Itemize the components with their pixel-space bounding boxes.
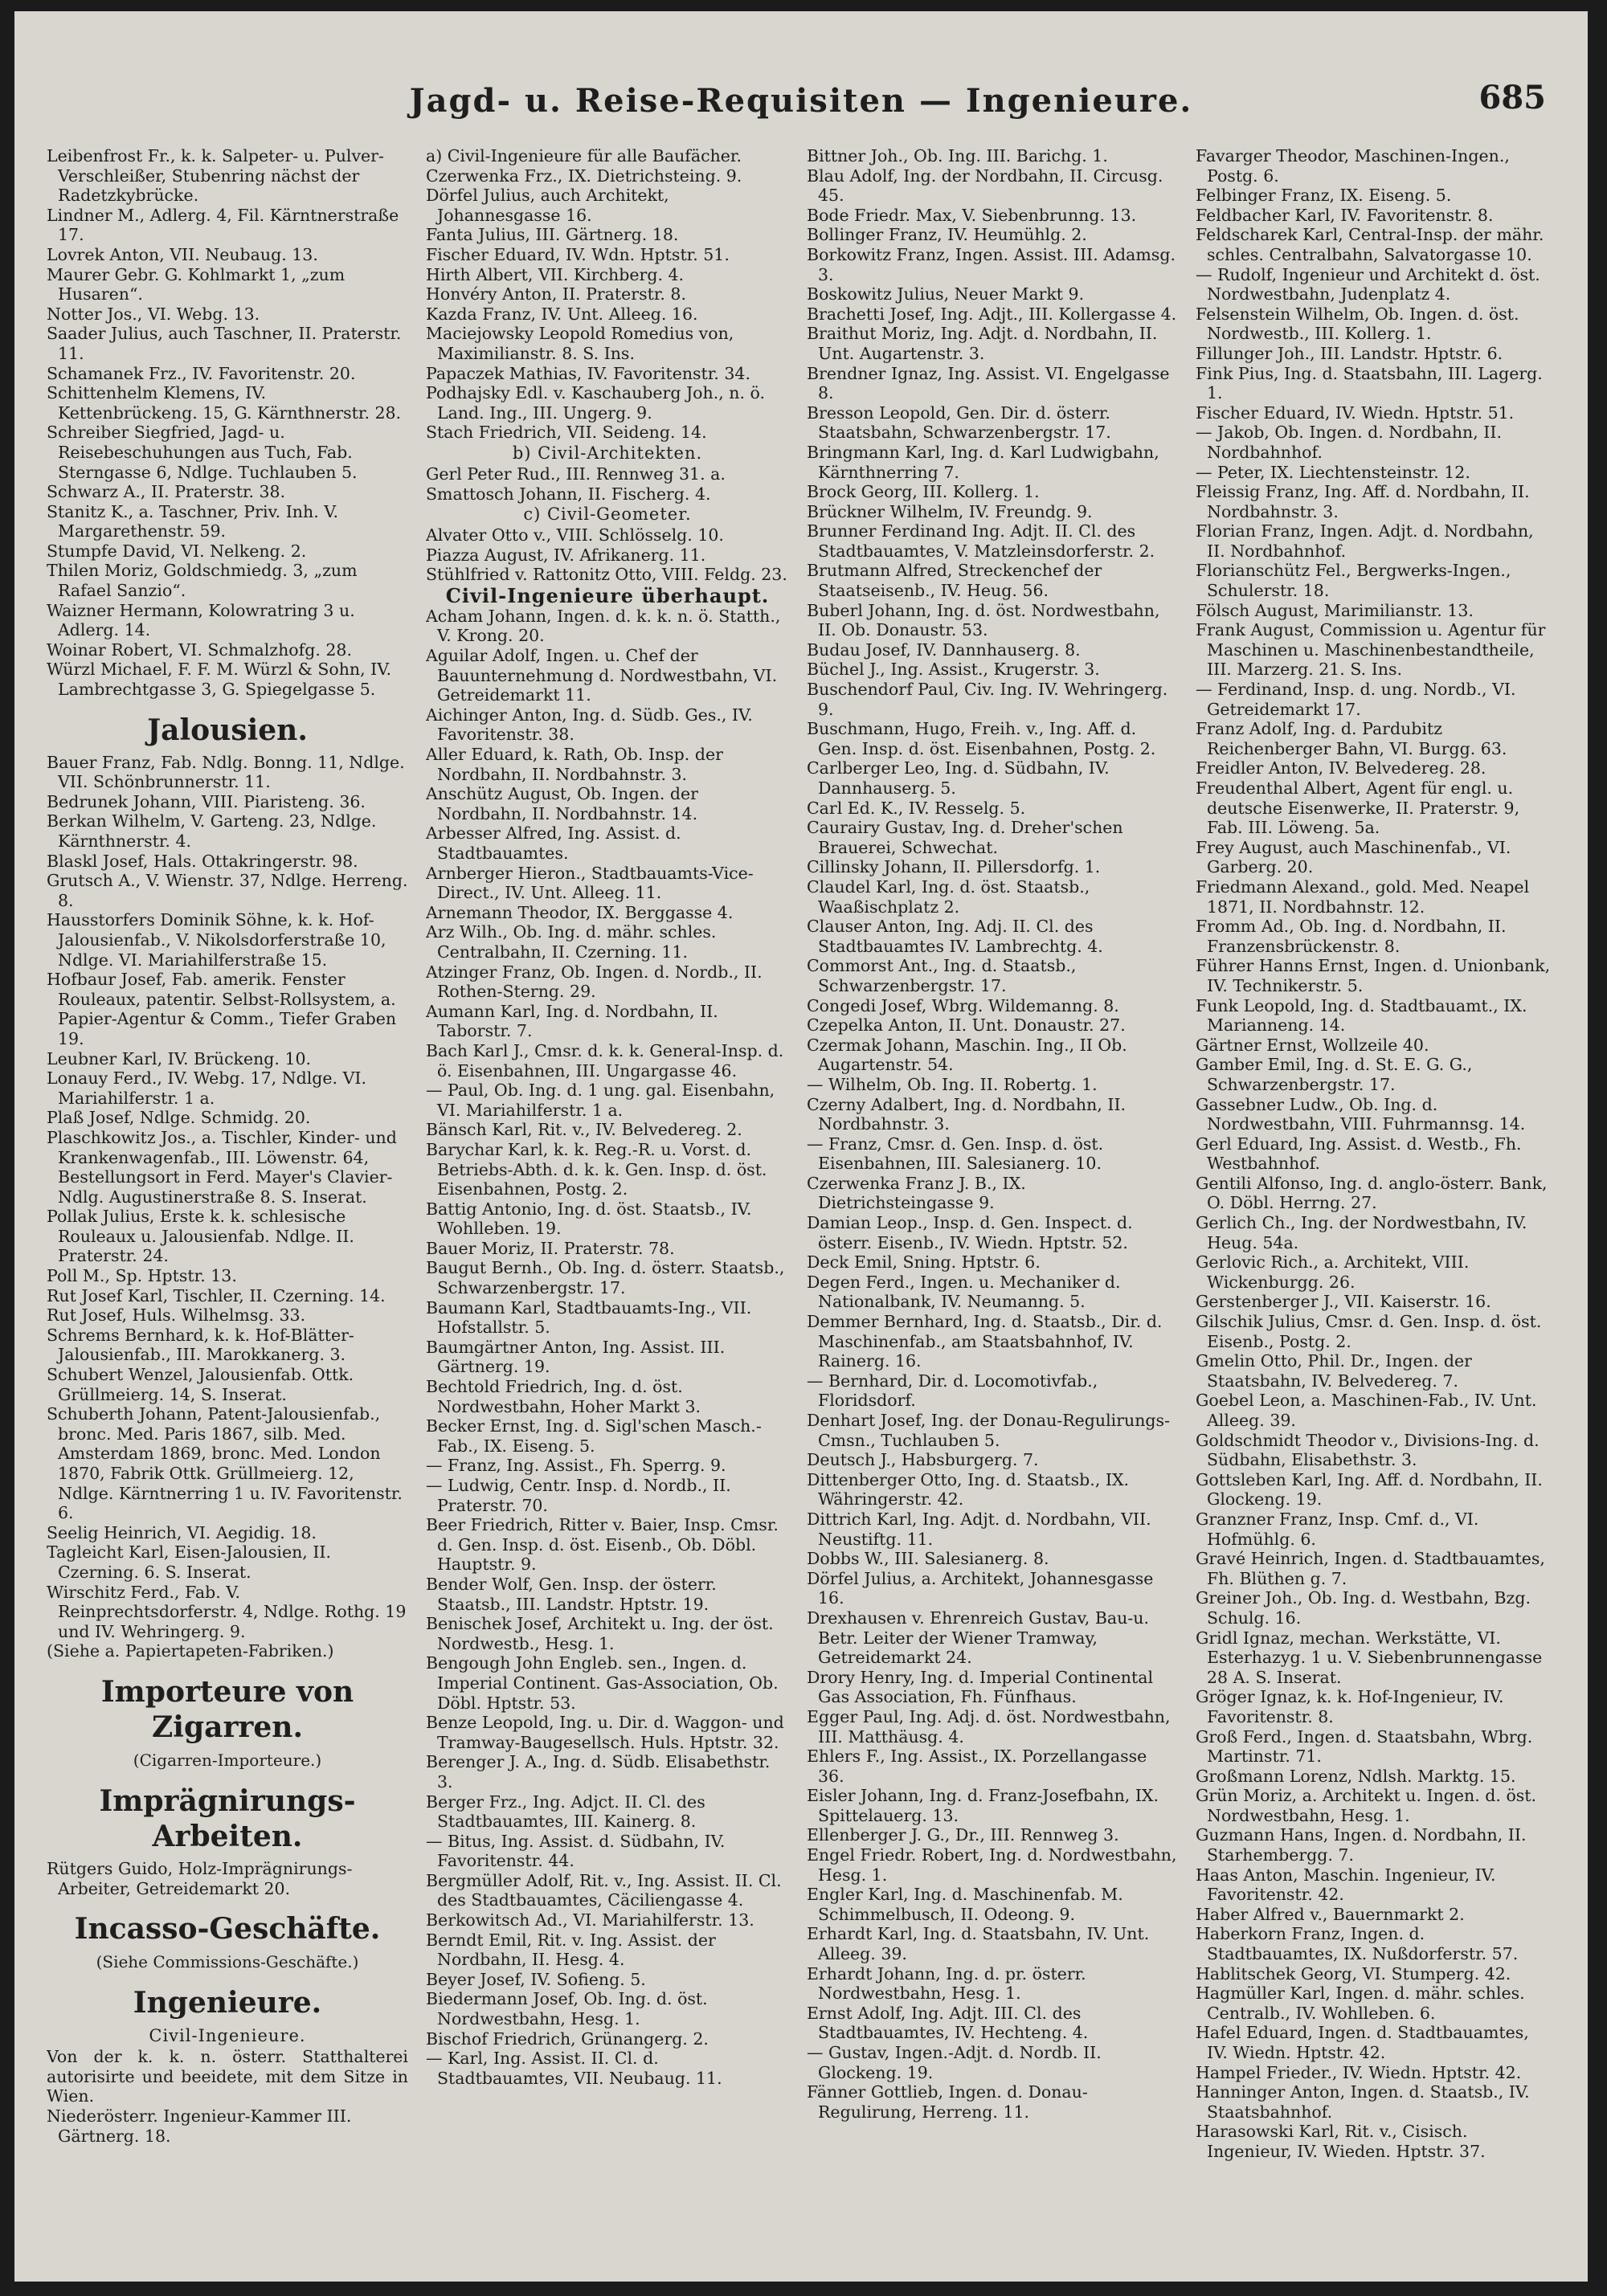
directory-entry: Funk Leopold, Ing. d. Stadtbauamt., IX. Marianneng. 14. bbox=[1196, 995, 1527, 1036]
directory-entry: Fischer Eduard, IV. Wdn. Hptstr. 51. bbox=[426, 244, 730, 264]
directory-entry: Haas Anton, Maschin. Ingenieur, IV. Favoritenstr. 42. bbox=[1196, 1865, 1496, 1905]
directory-entry: Carl Ed. K., IV. Resselg. 5. bbox=[807, 798, 1026, 818]
directory-entry: Commorst Ant., Ing. d. Staatsb., Schwarzenbergstr. 17. bbox=[807, 956, 1077, 995]
directory-entry: Großmann Lorenz, Ndlsh. Marktg. 15. bbox=[1196, 1766, 1516, 1786]
directory-entry: Grün Moriz, a. Architekt u. Ingen. d. öst. Nordwestbahn, Hesg. 1. bbox=[1196, 1786, 1537, 1825]
directory-entry: Grutsch A., V. Wienstr. 37, Ndlge. Herreng. 8. bbox=[47, 871, 408, 910]
directory-entry: Czerwenka Franz J. B., IX. Dietrichsteingasse 9. bbox=[807, 1173, 1026, 1213]
directory-entry: Niederösterr. Ingenieur-Kammer III. Gärtnerg. 18. bbox=[47, 2106, 352, 2146]
directory-entry: Ehlers F., Ing. Assist., IX. Porzellangasse 36. bbox=[807, 1747, 1147, 1786]
directory-entry: — Bitus, Ing. Assist. d. Südbahn, IV. Favoritenstr. 44. bbox=[426, 1831, 726, 1871]
directory-entry: — Gustav, Ingen.-Adjt. d. Nordb. II. Glockeng. 19. bbox=[807, 2043, 1102, 2082]
directory-entry: Bode Friedr. Max, V. Siebenbrunng. 13. bbox=[807, 205, 1137, 225]
directory-entry: Bengough John Engleb. sen., Ingen. d. Imperial Continent. Gas-Association, Ob. Döbl. Hptstr. 53. bbox=[426, 1653, 779, 1713]
directory-entry: Woinar Robert, VI. Schmalzhofg. 28. bbox=[47, 639, 352, 660]
directory-entry: Buschendorf Paul, Civ. Ing. IV. Wehringerg. 9. bbox=[807, 680, 1168, 719]
directory-entry: Rütgers Guido, Holz-Imprägnirungs-Arbeiter, Getreidemarkt 20. bbox=[47, 1858, 353, 1898]
directory-page bbox=[14, 11, 1588, 2282]
directory-entry: Honvéry Anton, II. Praterstr. 8. bbox=[426, 284, 686, 304]
directory-entry: Franz Adolf, Ing. d. Pardubitz Reichenberger Bahn, VI. Burgg. 63. bbox=[1196, 719, 1507, 758]
directory-entry: Lindner M., Adlerg. 4, Fil. Kärntnerstraße 17. bbox=[47, 205, 399, 245]
directory-entry: — Jakob, Ob. Ingen. d. Nordbahn, II. Nordbahnhof. bbox=[1196, 423, 1502, 462]
directory-entry: Brutmann Alfred, Streckenchef der Staatseisenb., IV. Heug. 56. bbox=[807, 561, 1102, 601]
directory-entry: Hausstorfers Dominik Söhne, k. k. Hof-Jalousienfab., V. Nikolsdorferstraße 10, Ndlge. VI. Mariahilferstraße 15. bbox=[47, 910, 386, 970]
directory-entry: Buberl Johann, Ing. d. öst. Nordwestbahn, II. Ob. Donaustr. 53. bbox=[807, 600, 1160, 640]
directory-entry: Fromm Ad., Ob. Ing. d. Nordbahn, II. Franzensbrückenstr. 8. bbox=[1196, 917, 1507, 956]
directory-entry: Schittenhelm Klemens, IV. Kettenbrückeng. 15, G. Kärnthnerstr. 28. bbox=[47, 383, 402, 423]
section-note: (Siehe Commissions-Geschäfte.) bbox=[96, 1952, 359, 1972]
directory-entry: Boskowitz Julius, Neuer Markt 9. bbox=[807, 284, 1085, 304]
directory-entry: Führer Hanns Ernst, Ingen. d. Unionbank, IV. Technikerstr. 5. bbox=[1196, 956, 1551, 995]
directory-entry: Frank August, Commission u. Agentur für Maschinen u. Maschinenbestandtheile, III. Marzerg. 21. S. Ins. bbox=[1196, 620, 1546, 680]
directory-entry: Gmelin Otto, Phil. Dr., Ingen. der Staatsbahn, IV. Belvedereg. 7. bbox=[1196, 1351, 1472, 1391]
directory-entry: Plaß Josef, Ndlge. Schmidg. 20. bbox=[47, 1108, 311, 1128]
directory-entry: Gassebner Ludw., Ob. Ing. d. Nordwestbahn, VIII. Fuhrmannsg. 14. bbox=[1196, 1094, 1526, 1134]
directory-entry: Erhardt Johann, Ing. d. pr. österr. Nordwestbahn, Hesg. 1. bbox=[807, 1963, 1086, 2004]
directory-entry: Blau Adolf, Ing. der Nordbahn, II. Circusg. 45. bbox=[807, 165, 1163, 206]
directory-entry: Leibenfrost Fr., k. k. Salpeter- u. Pulver-Verschleißer, Stubenring nächst der Radetzkybrücke. bbox=[47, 146, 384, 206]
directory-entry: Stach Friedrich, VII. Seideng. 14. bbox=[426, 423, 707, 443]
directory-entry: Gröger Ignaz, k. k. Hof-Ingenieur, IV. Favoritenstr. 8. bbox=[1196, 1687, 1504, 1726]
directory-entry: Drexhausen v. Ehrenreich Gustav, Bau-u. Betr. Leiter der Wiener Tramway, Getreidemarkt 24. bbox=[807, 1608, 1149, 1668]
directory-entry: Deck Emil, Sning. Hptstr. 6. bbox=[807, 1252, 1041, 1273]
directory-entry: Dittenberger Otto, Ing. d. Staatsb., IX. Währingerstr. 42. bbox=[807, 1469, 1130, 1510]
directory-entry: Fänner Gottlieb, Ingen. d. Donau-Regulirung, Herreng. 11. bbox=[807, 2082, 1088, 2122]
directory-entry: Arnemann Theodor, IX. Berggasse 4. bbox=[426, 902, 734, 922]
column-1 bbox=[47, 146, 408, 2259]
directory-entry: Schamanek Frz., IV. Favoritenstr. 20. bbox=[47, 363, 356, 383]
directory-entry: Aguilar Adolf, Ingen. u. Chef der Bauunternehmung d. Nordwestbahn, VI. Getreidemarkt 11. bbox=[426, 646, 778, 705]
section-heading: Jalousien. bbox=[147, 713, 308, 747]
directory-entry: Claudel Karl, Ing. d. öst. Staatsb., Waaßischplatz 2. bbox=[807, 876, 1090, 917]
directory-entry: Berenger J. A., Ing. d. Südb. Elisabethstr. 3. bbox=[426, 1752, 771, 1791]
section-heading: Incasso-Geschäfte. bbox=[74, 1912, 381, 1947]
directory-entry: Brendner Ignaz, Ing. Assist. VI. Engelgasse 8. bbox=[807, 363, 1170, 403]
directory-entry: Engel Friedr. Robert, Ing. d. Nordwestbahn, Hesg. 1. bbox=[807, 1845, 1177, 1885]
directory-entry: Bittner Joh., Ob. Ing. III. Barichg. 1. bbox=[807, 146, 1108, 165]
column-2 bbox=[426, 146, 789, 2259]
page-number: 685 bbox=[1478, 79, 1546, 116]
directory-entry: Poll M., Sp. Hptstr. 13. bbox=[47, 1266, 237, 1286]
directory-entry: Engler Karl, Ing. d. Maschinenfab. M. Schimmelbusch, II. Odeong. 9. bbox=[807, 1885, 1123, 1924]
directory-entry: Büchel J., Ing. Assist., Krugerstr. 3. bbox=[807, 660, 1100, 680]
directory-entry: Deutsch J., Habsburgerg. 7. bbox=[807, 1450, 1039, 1470]
column-4 bbox=[1196, 146, 1554, 2259]
directory-entry: Maciejowsky Leopold Romedius von, Maximilianstr. 8. S. Ins. bbox=[426, 324, 734, 363]
subsection-heading: c) Civil-Geometer. bbox=[523, 505, 692, 525]
directory-entry: Berger Frz., Ing. Adjct. II. Cl. des Stadtbauamtes, III. Kainerg. 8. bbox=[426, 1791, 705, 1832]
directory-entry: Rut Josef Karl, Tischler, II. Czerning. 14. bbox=[47, 1285, 386, 1305]
directory-entry: Gamber Emil, Ing. d. St. E. G. G., Schwarzenbergstr. 17. bbox=[1196, 1055, 1473, 1094]
directory-entry: Arnberger Hieron., Stadtbauamts-Vice-Direct., IV. Unt. Alleeg. 11. bbox=[426, 863, 754, 903]
directory-entry: Schreiber Siegfried, Jagd- u. Reisebeschuhungen aus Tuch, Fab. Sterngasse 6, Ndlge. Tuchlauben 5. bbox=[47, 423, 358, 482]
directory-entry: Bedrunek Johann, VIII. Piaristeng. 36. bbox=[47, 791, 366, 811]
directory-entry: Bänsch Karl, Rit. v., IV. Belvedereg. 2. bbox=[426, 1120, 742, 1140]
directory-entry: Fillunger Joh., III. Landstr. Hptstr. 6. bbox=[1196, 343, 1503, 363]
directory-entry: Gravé Heinrich, Ingen. d. Stadtbauamtes, Fh. Blüthen g. 7. bbox=[1196, 1549, 1545, 1588]
directory-entry: Feldbacher Karl, IV. Favoritenstr. 8. bbox=[1196, 205, 1494, 225]
directory-entry: Beyer Josef, IV. Sofieng. 5. bbox=[426, 1969, 646, 1989]
directory-entry: Damian Leop., Insp. d. Gen. Inspect. d. österr. Eisenb., IV. Wiedn. Hptstr. 52. bbox=[807, 1213, 1133, 1252]
directory-entry: Schuberth Johann, Patent-Jalousienfab., bronc. Med. Paris 1867, silb. Med. Amsterdam 1869, bronc. Med. London 1870, Fabrik Ottk. Grüllmeierg. 12, Ndlge. Kärntnerring 1 u. IV. Favoritenstr. 6. bbox=[47, 1404, 403, 1523]
directory-entry: Gärtner Ernst, Wollzeile 40. bbox=[1196, 1035, 1429, 1055]
directory-entry: — Peter, IX. Liechtensteinstr. 12. bbox=[1196, 462, 1470, 482]
directory-entry: Gottsleben Karl, Ing. Aff. d. Nordbahn, II. Glockeng. 19. bbox=[1196, 1469, 1543, 1510]
directory-entry: Hirth Albert, VII. Kirchberg. 4. bbox=[426, 264, 685, 284]
running-head: Jagd- u. Reise-Requisiten — Ingenieure. bbox=[409, 82, 1193, 120]
directory-entry: Rut Josef, Huls. Wilhelmsg. 33. bbox=[47, 1305, 306, 1326]
directory-entry: Bechtold Friedrich, Ing. d. öst. Nordwestbahn, Hoher Markt 3. bbox=[426, 1377, 701, 1416]
directory-entry: Brock Georg, III. Kollerg. 1. bbox=[807, 482, 1040, 502]
directory-entry: Tagleicht Karl, Eisen-Jalousien, II. Czerning. 6. S. Inserat. bbox=[47, 1542, 332, 1582]
directory-entry: a) Civil-Ingenieure für alle Baufächer. bbox=[426, 146, 742, 165]
directory-entry: Gerl Peter Rud., III. Rennweg 31. a. bbox=[426, 464, 726, 484]
directory-entry: — Bernhard, Dir. d. Locomotivfab., Floridsdorf. bbox=[807, 1371, 1098, 1411]
directory-entry: Brachetti Josef, Ing. Adjt., III. Kollergasse 4. bbox=[807, 304, 1177, 324]
directory-entry: Eisler Johann, Ing. d. Franz-Josefbahn, IX. Spittelauerg. 13. bbox=[807, 1786, 1159, 1825]
directory-entry: Bringmann Karl, Ing. d. Karl Ludwigbahn, Kärnthnerring 7. bbox=[807, 442, 1159, 482]
directory-entry: Budau Josef, IV. Dannhauserg. 8. bbox=[807, 639, 1081, 660]
directory-entry: Benze Leopold, Ing. u. Dir. d. Waggon- und Tramway-Baugesellsch. Huls. Hptstr. 32. bbox=[426, 1713, 784, 1752]
directory-entry: Caurairy Gustav, Ing. d. Dreher'schen Brauerei, Schwechat. bbox=[807, 818, 1123, 857]
directory-entry: Wirschitz Ferd., Fab. V. Reinprechtsdorferstr. 4, Ndlge. Rothg. 19 und IV. Wehringerg. 9. bbox=[47, 1582, 407, 1641]
directory-entry: Hofbaur Josef, Fab. amerik. Fenster Rouleaux, patentir. Selbst-Rollsystem, a. Papier-Agentur & Comm., Tiefer Graben 19. bbox=[47, 970, 397, 1048]
directory-entry: — Rudolf, Ingenieur und Architekt d. öst. Nordwestbahn, Judenplatz 4. bbox=[1196, 264, 1540, 304]
directory-entry: Bach Karl J., Cmsr. d. k. k. General-Insp. d. ö. Eisenbahnen, III. Ungargasse 46. bbox=[426, 1040, 784, 1081]
directory-entry: — Ludwig, Centr. Insp. d. Nordb., II. Praterstr. 70. bbox=[426, 1476, 731, 1515]
directory-entry: Plaschkowitz Jos., a. Tischler, Kinder- und Krankenwagenfab., III. Löwenstr. 64, Bestellungsort in Ferd. Mayer's Clavier-Ndlg. Augustinerstraße 8. S. Inserat. bbox=[47, 1127, 397, 1207]
directory-entry: Demmer Bernhard, Ing. d. Staatsb., Dir. d. Maschinenfab., am Staatsbahnhof, IV. Rainerg. 16. bbox=[807, 1312, 1163, 1371]
directory-entry: Hagmüller Karl, Ingen. d. mähr. schles. Centralb., IV. Wohlleben. 6. bbox=[1196, 1983, 1525, 2023]
directory-entry: Ellenberger J. G., Dr., III. Rennweg 3. bbox=[807, 1825, 1119, 1845]
section-heading: Ingenieure. bbox=[133, 1986, 322, 2020]
directory-entry: Arbesser Alfred, Ing. Assist. d. Stadtbauamtes. bbox=[426, 823, 681, 863]
directory-entry: — Karl, Ing. Assist. II. Cl. d. Stadtbauamtes, VII. Neubaug. 11. bbox=[426, 2049, 722, 2088]
directory-entry: Fink Pius, Ing. d. Staatsbahn, III. Lagerg. 1. bbox=[1196, 363, 1543, 403]
directory-entry: Bender Wolf, Gen. Insp. der österr. Staatsb., III. Landstr. Hptstr. 19. bbox=[426, 1574, 717, 1614]
directory-entry: Gentili Alfonso, Ing. d. anglo-österr. Bank, O. Döbl. Herrng. 27. bbox=[1196, 1173, 1548, 1213]
directory-entry: Aumann Karl, Ing. d. Nordbahn, II. Taborstr. 7. bbox=[426, 1001, 718, 1041]
directory-entry: Aichinger Anton, Ing. d. Südb. Ges., IV. Favoritenstr. 38. bbox=[426, 705, 753, 745]
directory-entry: Papaczek Mathias, IV. Favoritenstr. 34. bbox=[426, 363, 750, 383]
directory-entry: Schwarz A., II. Praterstr. 38. bbox=[47, 482, 286, 502]
directory-entry: Atzinger Franz, Ob. Ingen. d. Nordb., II. Rothen-Sterng. 29. bbox=[426, 962, 763, 1002]
directory-entry: Würzl Michael, F. F. M. Würzl & Sohn, IV. Lambrechtgasse 3, G. Spiegelgasse 5. bbox=[47, 660, 391, 700]
directory-entry: Smattosch Johann, II. Fischerg. 4. bbox=[426, 484, 711, 504]
directory-entry: Benischek Josef, Architekt u. Ing. der öst. Nordwestb., Hesg. 1. bbox=[426, 1614, 774, 1653]
directory-entry: Thilen Moriz, Goldschmiedg. 3, „zum Rafael Sanzio“. bbox=[47, 561, 358, 601]
directory-entry: Friedmann Alexand., gold. Med. Neapel 1871, II. Nordbahnstr. 12. bbox=[1196, 876, 1530, 917]
column-3 bbox=[807, 146, 1178, 2259]
directory-entry: Lovrek Anton, VII. Neubaug. 13. bbox=[47, 244, 318, 264]
directory-entry: Fölsch August, Marimilianstr. 13. bbox=[1196, 600, 1474, 620]
directory-entry: Hanninger Anton, Ingen. d. Staatsb., IV. Staatsbahnhof. bbox=[1196, 2082, 1530, 2122]
directory-entry: Schrems Bernhard, k. k. Hof-Blätter-Jalousienfab., III. Marokkanerg. 3. bbox=[47, 1325, 354, 1365]
directory-entry: Gerlovic Rich., a. Architekt, VIII. Wickenburgg. 26. bbox=[1196, 1252, 1470, 1292]
directory-entry: Egger Paul, Ing. Adj. d. öst. Nordwestbahn, III. Matthäusg. 4. bbox=[807, 1706, 1171, 1747]
directory-entry: Dobbs W., III. Salesianerg. 8. bbox=[807, 1549, 1049, 1569]
directory-entry: — Franz, Cmsr. d. Gen. Insp. d. öst. Eisenbahnen, III. Salesianerg. 10. bbox=[807, 1134, 1104, 1174]
directory-entry: Biedermann Josef, Ob. Ing. d. öst. Nordwestbahn, Hesg. 1. bbox=[426, 1989, 708, 2029]
directory-entry: Czerwenka Frz., IX. Dietrichsteing. 9. bbox=[426, 165, 742, 186]
directory-entry: Schubert Wenzel, Jalousienfab. Ottk. Grüllmeierg. 14, S. Inserat. bbox=[47, 1365, 354, 1404]
directory-entry: Hafel Eduard, Ingen. d. Stadtbauamtes, IV. Wiedn. Hptstr. 42. bbox=[1196, 2023, 1529, 2062]
directory-entry: Bauer Franz, Fab. Ndlg. Bonng. 11, Ndlge. VII. Schönbrunnerstr. 11. bbox=[47, 752, 405, 792]
directory-entry: Stühlfried v. Rattonitz Otto, VIII. Feldg. 23. bbox=[426, 565, 787, 585]
directory-entry: Anschütz August, Ob. Ingen. der Nordbahn, II. Nordbahnstr. 14. bbox=[426, 784, 698, 823]
directory-entry: Baumgärtner Anton, Ing. Assist. III. Gärtnerg. 19. bbox=[426, 1337, 726, 1377]
directory-entry: Berndt Emil, Rit. v. Ing. Assist. der Nordbahn, II. Hesg. 4. bbox=[426, 1930, 716, 1970]
directory-entry: Drory Henry, Ing. d. Imperial Continental Gas Association, Fh. Fünfhaus. bbox=[807, 1667, 1154, 1707]
section-heading: Importeure von Zigarren. bbox=[100, 1674, 354, 1744]
directory-entry: Clauser Anton, Ing. Adj. II. Cl. des Stadtbauamtes IV. Lambrechtg. 4. bbox=[807, 917, 1103, 956]
directory-entry: Haberkorn Franz, Ingen. d. Stadtbauamtes, IX. Nußdorferstr. 57. bbox=[1196, 1924, 1519, 1964]
directory-entry: Granzner Franz, Insp. Cmf. d., VI. Hofmühlg. 6. bbox=[1196, 1509, 1479, 1549]
directory-entry: Saader Julius, auch Taschner, II. Praterstr. 11. bbox=[47, 324, 402, 363]
directory-entry: Stumpfe David, VI. Nelkeng. 2. bbox=[47, 541, 307, 561]
directory-entry: Baugut Bernh., Ob. Ing. d. österr. Staatsb., Schwarzenbergstr. 17. bbox=[426, 1258, 785, 1298]
directory-entry: Harasowski Karl, Rit. v., Cisisch. Ingenieur, IV. Wieden. Hptstr. 37. bbox=[1196, 2122, 1486, 2161]
directory-entry: Czermak Johann, Maschin. Ing., II Ob. Augartenstr. 54. bbox=[807, 1035, 1127, 1075]
directory-entry: Pollak Julius, Erste k. k. schlesische Rouleaux u. Jalousienfab. Ndlge. II. Praterstr. 24. bbox=[47, 1207, 354, 1266]
directory-entry: Kazda Franz, IV. Unt. Alleeg. 16. bbox=[426, 304, 698, 324]
directory-entry: Gridl Ignaz, mechan. Werkstätte, VI. Esterhazyg. 1 u. V. Siebenbrunnengasse 28 A. S. Inserat. bbox=[1196, 1628, 1543, 1687]
directory-entry: Acham Johann, Ingen. d. k. k. n. ö. Statth., V. Krong. 20. bbox=[426, 606, 781, 646]
directory-entry: Degen Ferd., Ingen. u. Mechaniker d. Nationalbank, IV. Neumanng. 5. bbox=[807, 1272, 1121, 1312]
directory-entry: Gilschik Julius, Cmsr. d. Gen. Insp. d. öst. Eisenb., Postg. 2. bbox=[1196, 1312, 1542, 1351]
directory-entry: Braithut Moriz, Ing. Adjt. d. Nordbahn, II. Unt. Augartenstr. 3. bbox=[807, 324, 1158, 363]
directory-entry: Borkowitz Franz, Ingen. Assist. III. Adamsg. 3. bbox=[807, 244, 1176, 284]
directory-entry: Stanitz K., a. Taschner, Priv. Inh. V. Margarethenstr. 59. bbox=[47, 501, 338, 541]
directory-entry: Feldscharek Karl, Central-Insp. der mähr. schles. Centralbahn, Salvatorgasse 10. bbox=[1196, 225, 1544, 264]
subsection-heading: Civil-Ingenieure überhaupt. bbox=[445, 583, 770, 607]
directory-entry: Favarger Theodor, Maschinen-Ingen., Postg. 6. bbox=[1196, 146, 1510, 186]
directory-entry: Haber Alfred v., Bauernmarkt 2. bbox=[1196, 1904, 1465, 1924]
directory-entry: Blaskl Josef, Hals. Ottakringerstr. 98. bbox=[47, 851, 358, 871]
directory-entry: Fischer Eduard, IV. Wiedn. Hptstr. 51. bbox=[1196, 402, 1515, 423]
directory-entry: Freidler Anton, IV. Belvedereg. 28. bbox=[1196, 758, 1486, 778]
section-note: (Cigarren-Importeure.) bbox=[133, 1750, 322, 1770]
directory-entry: Waizner Hermann, Kolowratring 3 u. Adlerg. 14. bbox=[47, 600, 355, 640]
directory-entry: Groß Ferd., Ingen. d. Staatsbahn, Wbrg. Martinstr. 71. bbox=[1196, 1726, 1533, 1767]
directory-entry: Goldschmidt Theodor v., Divisions-Ing. d. Südbahn, Elisabethstr. 3. bbox=[1196, 1430, 1540, 1470]
directory-entry: Freudenthal Albert, Agent für engl. u. deutsche Eisenwerke, II. Praterstr. 9, Fab. III. Löweng. 5a. bbox=[1196, 778, 1520, 838]
directory-entry: Berkowitsch Ad., VI. Mariahilferstr. 13. bbox=[426, 1910, 754, 1930]
directory-entry: Goebel Leon, a. Maschinen-Fab., IV. Unt. Alleeg. 39. bbox=[1196, 1391, 1537, 1430]
directory-entry: Gerl Eduard, Ing. Assist. d. Westb., Fh. Westbahnhof. bbox=[1196, 1134, 1522, 1174]
directory-entry: — Franz, Ing. Assist., Fh. Sperrg. 9. bbox=[426, 1456, 726, 1476]
directory-entry: Denhart Josef, Ing. der Donau-Regulirungs-Cmsn., Tuchlauben 5. bbox=[807, 1411, 1170, 1450]
directory-entry: Lonauy Ferd., IV. Webg. 17, Ndlge. VI. Mariahilferstr. 1 a. bbox=[47, 1068, 366, 1108]
directory-entry: Guzmann Hans, Ingen. d. Nordbahn, II. Starhembergg. 7. bbox=[1196, 1825, 1527, 1865]
directory-entry: Baumann Karl, Stadtbauamts-Ing., VII. Hofstallstr. 5. bbox=[426, 1297, 752, 1338]
directory-entry: Congedi Josef, Wbrg. Wildemanng. 8. bbox=[807, 995, 1119, 1015]
directory-entry: Notter Jos., VI. Webg. 13. bbox=[47, 304, 260, 324]
directory-entry: Brunner Ferdinand Ing. Adjt. II. Cl. des Stadtbauamtes, V. Matzleinsdorferstr. 2. bbox=[807, 521, 1155, 561]
directory-entry: Florian Franz, Ingen. Adjt. d. Nordbahn, II. Nordbahnhof. bbox=[1196, 521, 1534, 561]
directory-entry: Fleissig Franz, Ing. Aff. d. Nordbahn, II. Nordbahnstr. 3. bbox=[1196, 482, 1530, 521]
directory-entry: Hampel Frieder., IV. Wiedn. Hptstr. 42. bbox=[1196, 2062, 1522, 2082]
directory-entry: Battig Antonio, Ing. d. öst. Staatsb., IV. Wohlleben. 19. bbox=[426, 1199, 752, 1239]
directory-entry: Barychar Karl, k. k. Reg.-R. u. Vorst. d. Betriebs-Abth. d. k. k. Gen. Insp. d. öst. Eisenbahnen, Postg. 2. bbox=[426, 1139, 767, 1199]
subsection-heading: Civil-Ingenieure. bbox=[149, 2026, 306, 2046]
directory-entry: Dörfel Julius, auch Architekt, Johannesgasse 16. bbox=[426, 186, 669, 225]
directory-entry: Alvater Otto v., VIII. Schlösselg. 10. bbox=[426, 525, 724, 545]
subsection-heading: b) Civil-Architekten. bbox=[512, 443, 703, 463]
directory-entry: Felbinger Franz, IX. Eiseng. 5. bbox=[1196, 186, 1452, 206]
directory-entry: Leubner Karl, IV. Brückeng. 10. bbox=[47, 1048, 312, 1068]
directory-entry: Podhajsky Edl. v. Kaschauberg Joh., n. ö. Land. Ing., III. Ungerg. 9. bbox=[426, 383, 766, 423]
directory-entry: Dörfel Julius, a. Architekt, Johannesgasse 16. bbox=[807, 1568, 1154, 1608]
directory-entry: Seelig Heinrich, VI. Aegidig. 18. bbox=[47, 1522, 317, 1542]
directory-entry: Hablitschek Georg, VI. Stumperg. 42. bbox=[1196, 1963, 1511, 1983]
directory-entry: Bollinger Franz, IV. Heumühlg. 2. bbox=[807, 225, 1087, 245]
directory-entry: Beer Friedrich, Ritter v. Baier, Insp. Cmsr. d. Gen. Insp. d. öst. Eisenb., Ob. Döbl. Hauptstr. 9. bbox=[426, 1515, 779, 1575]
directory-entry: Arz Wilh., Ob. Ing. d. mähr. schles. Centralbahn, II. Czerning. 11. bbox=[426, 922, 717, 962]
directory-entry: Czepelka Anton, II. Unt. Donaustr. 27. bbox=[807, 1015, 1126, 1036]
directory-entry: Ernst Adolf, Ing. Adjt. III. Cl. des Stadtbauamtes, IV. Hechteng. 4. bbox=[807, 2003, 1089, 2043]
directory-entry: Carlberger Leo, Ing. d. Südbahn, IV. Dannhauserg. 5. bbox=[807, 758, 1110, 798]
directory-entry: Brückner Wilhelm, IV. Freundg. 9. bbox=[807, 501, 1093, 521]
directory-entry: Gerstenberger J., VII. Kaiserstr. 16. bbox=[1196, 1292, 1491, 1312]
directory-entry: Dittrich Karl, Ing. Adjt. d. Nordbahn, VII. Neustiftg. 11. bbox=[807, 1509, 1151, 1549]
directory-entry: — Wilhelm, Ob. Ing. II. Robertg. 1. bbox=[807, 1074, 1098, 1094]
columns bbox=[47, 146, 1556, 2259]
directory-entry: Bergmüller Adolf, Rit. v., Ing. Assist. II. Cl. des Stadtbauamtes, Cäciliengasse 4. bbox=[426, 1870, 782, 1910]
directory-entry: Maurer Gebr. G. Kohlmarkt 1, „zum Husaren“. bbox=[47, 264, 346, 304]
directory-entry: Buschmann, Hugo, Freih. v., Ing. Aff. d. Gen. Insp. d. öst. Eisenbahnen, Postg. 2. bbox=[807, 719, 1156, 758]
directory-entry: Frey August, auch Maschinenfab., VI. Garberg. 20. bbox=[1196, 837, 1511, 877]
directory-entry: (Siehe a. Papiertapeten-Fabriken.) bbox=[47, 1641, 334, 1661]
directory-entry: Becker Ernst, Ing. d. Sigl'schen Masch.-Fab., IX. Eiseng. 5. bbox=[426, 1416, 762, 1456]
directory-entry: Fanta Julius, III. Gärtnerg. 18. bbox=[426, 225, 679, 245]
directory-entry: Florianschütz Fel., Bergwerks-Ingen., Schulerstr. 18. bbox=[1196, 561, 1511, 601]
section-description: Von der k. k. n. österr. Statthalterei autorisirte und beeidete, mit dem Sitze in Wien. bbox=[47, 2047, 408, 2106]
directory-entry: Czerny Adalbert, Ing. d. Nordbahn, II. Nordbahnstr. 3. bbox=[807, 1094, 1127, 1134]
directory-entry: Felsenstein Wilhelm, Ob. Ingen. d. öst. Nordwestb., III. Kollerg. 1. bbox=[1196, 304, 1519, 344]
directory-entry: Gerlich Ch., Ing. der Nordwestbahn, IV. Heug. 54a. bbox=[1196, 1213, 1527, 1252]
directory-entry: Aller Eduard, k. Rath, Ob. Insp. der Nordbahn, II. Nordbahnstr. 3. bbox=[426, 745, 723, 784]
directory-entry: Greiner Joh., Ob. Ing. d. Westbahn, Bzg. Schulg. 16. bbox=[1196, 1588, 1531, 1628]
directory-entry: Berkan Wilhelm, V. Garteng. 23, Ndlge. Kärnthnerstr. 4. bbox=[47, 811, 377, 851]
directory-entry: Bischof Friedrich, Grünangerg. 2. bbox=[426, 2028, 709, 2049]
directory-entry: Bresson Leopold, Gen. Dir. d. österr. Staatsbahn, Schwarzenbergstr. 17. bbox=[807, 402, 1111, 443]
directory-entry: Bauer Moriz, II. Praterstr. 78. bbox=[426, 1238, 675, 1258]
directory-entry: Cillinsky Johann, II. Pillersdorfg. 1. bbox=[807, 857, 1101, 877]
section-heading: Imprägnirungs-Arbeiten. bbox=[99, 1783, 356, 1853]
directory-entry: Piazza August, IV. Afrikanerg. 11. bbox=[426, 545, 706, 565]
directory-entry: — Ferdinand, Insp. d. ung. Nordb., VI. Getreidemarkt 17. bbox=[1196, 680, 1516, 719]
directory-entry: — Paul, Ob. Ing. d. 1 ung. gal. Eisenbahn, VI. Mariahilferstr. 1 a. bbox=[426, 1081, 775, 1120]
directory-entry: Erhardt Karl, Ing. d. Staatsbahn, IV. Unt. Alleeg. 39. bbox=[807, 1924, 1150, 1964]
